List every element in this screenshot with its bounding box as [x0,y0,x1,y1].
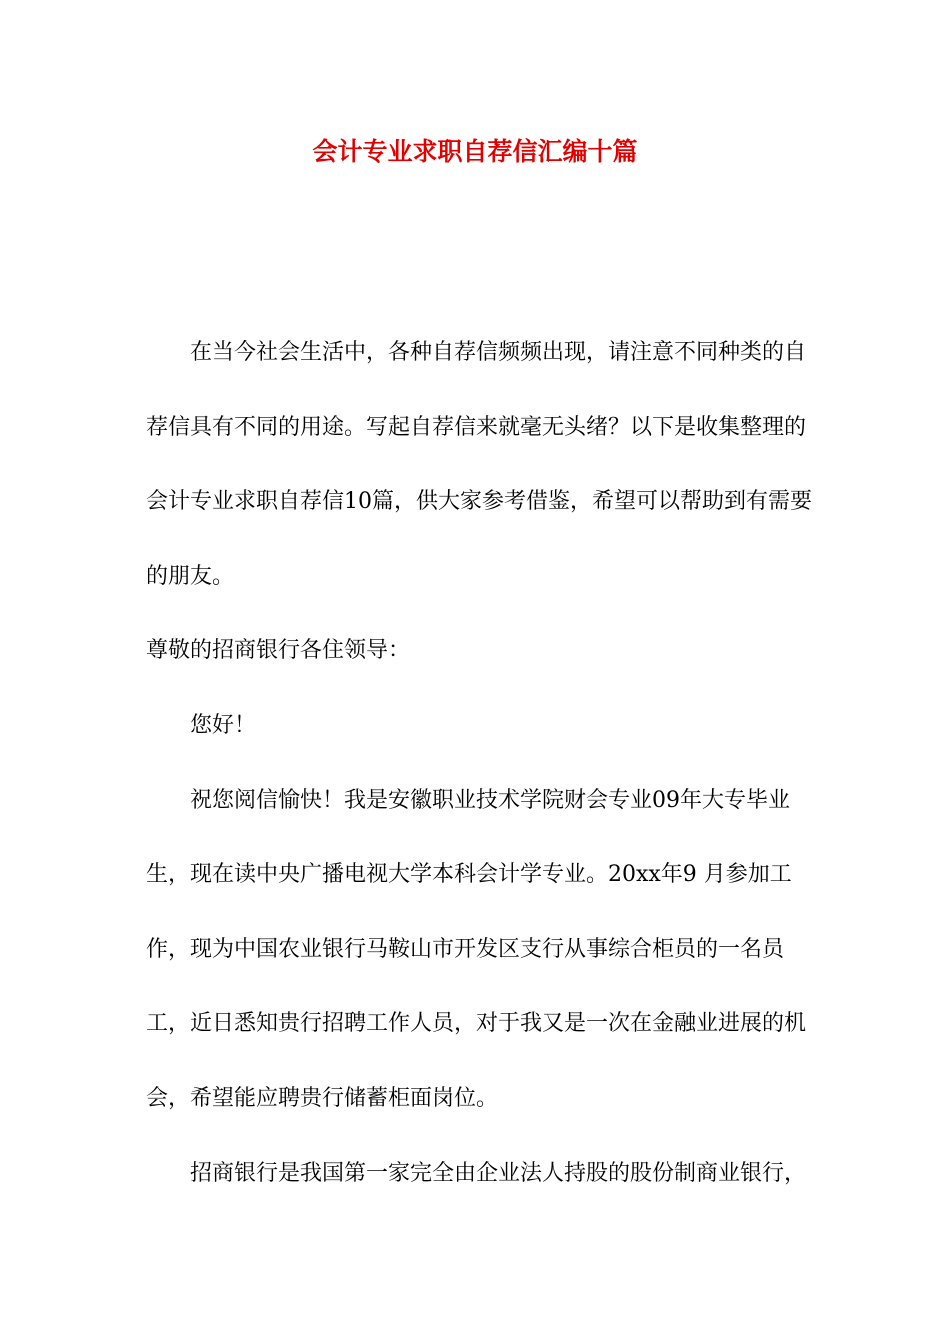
self-introduction-paragraph: 祝您阅信愉快！我是安徽职业技术学院财会专业09年大专毕业生，现在读中央广播电视大学本科会计学专业。20xx年9 月参加工作，现为中国农业银行马鞍山市开发区支行从事综合柜员的一名员工，近日悉知贵行招聘工作人员，对于我又是一次在金融业进展的机会，希望能应聘贵行储蓄柜面岗位。 [146,787,807,1111]
document-body [146,316,826,1211]
intro-paragraph: 在当今社会生活中，各种自荐信频频出现，请注意不同种类的自荐信具有不同的用途。写起自荐信来就毫无头绪？以下是收集整理的会计专业求职自荐信10篇，供大家参考借鉴，希望可以帮助到有需要的朋友。 [146,340,812,589]
bank-description-paragraph: 招商银行是我国第一家完全由企业法人持股的股份制商业银行， [190,1160,807,1186]
greeting: 您好！ [190,712,257,738]
salutation: 尊敬的招商银行各住领导： [146,638,411,664]
document-title: 会计专业求职自荐信汇编十篇 [312,137,638,166]
